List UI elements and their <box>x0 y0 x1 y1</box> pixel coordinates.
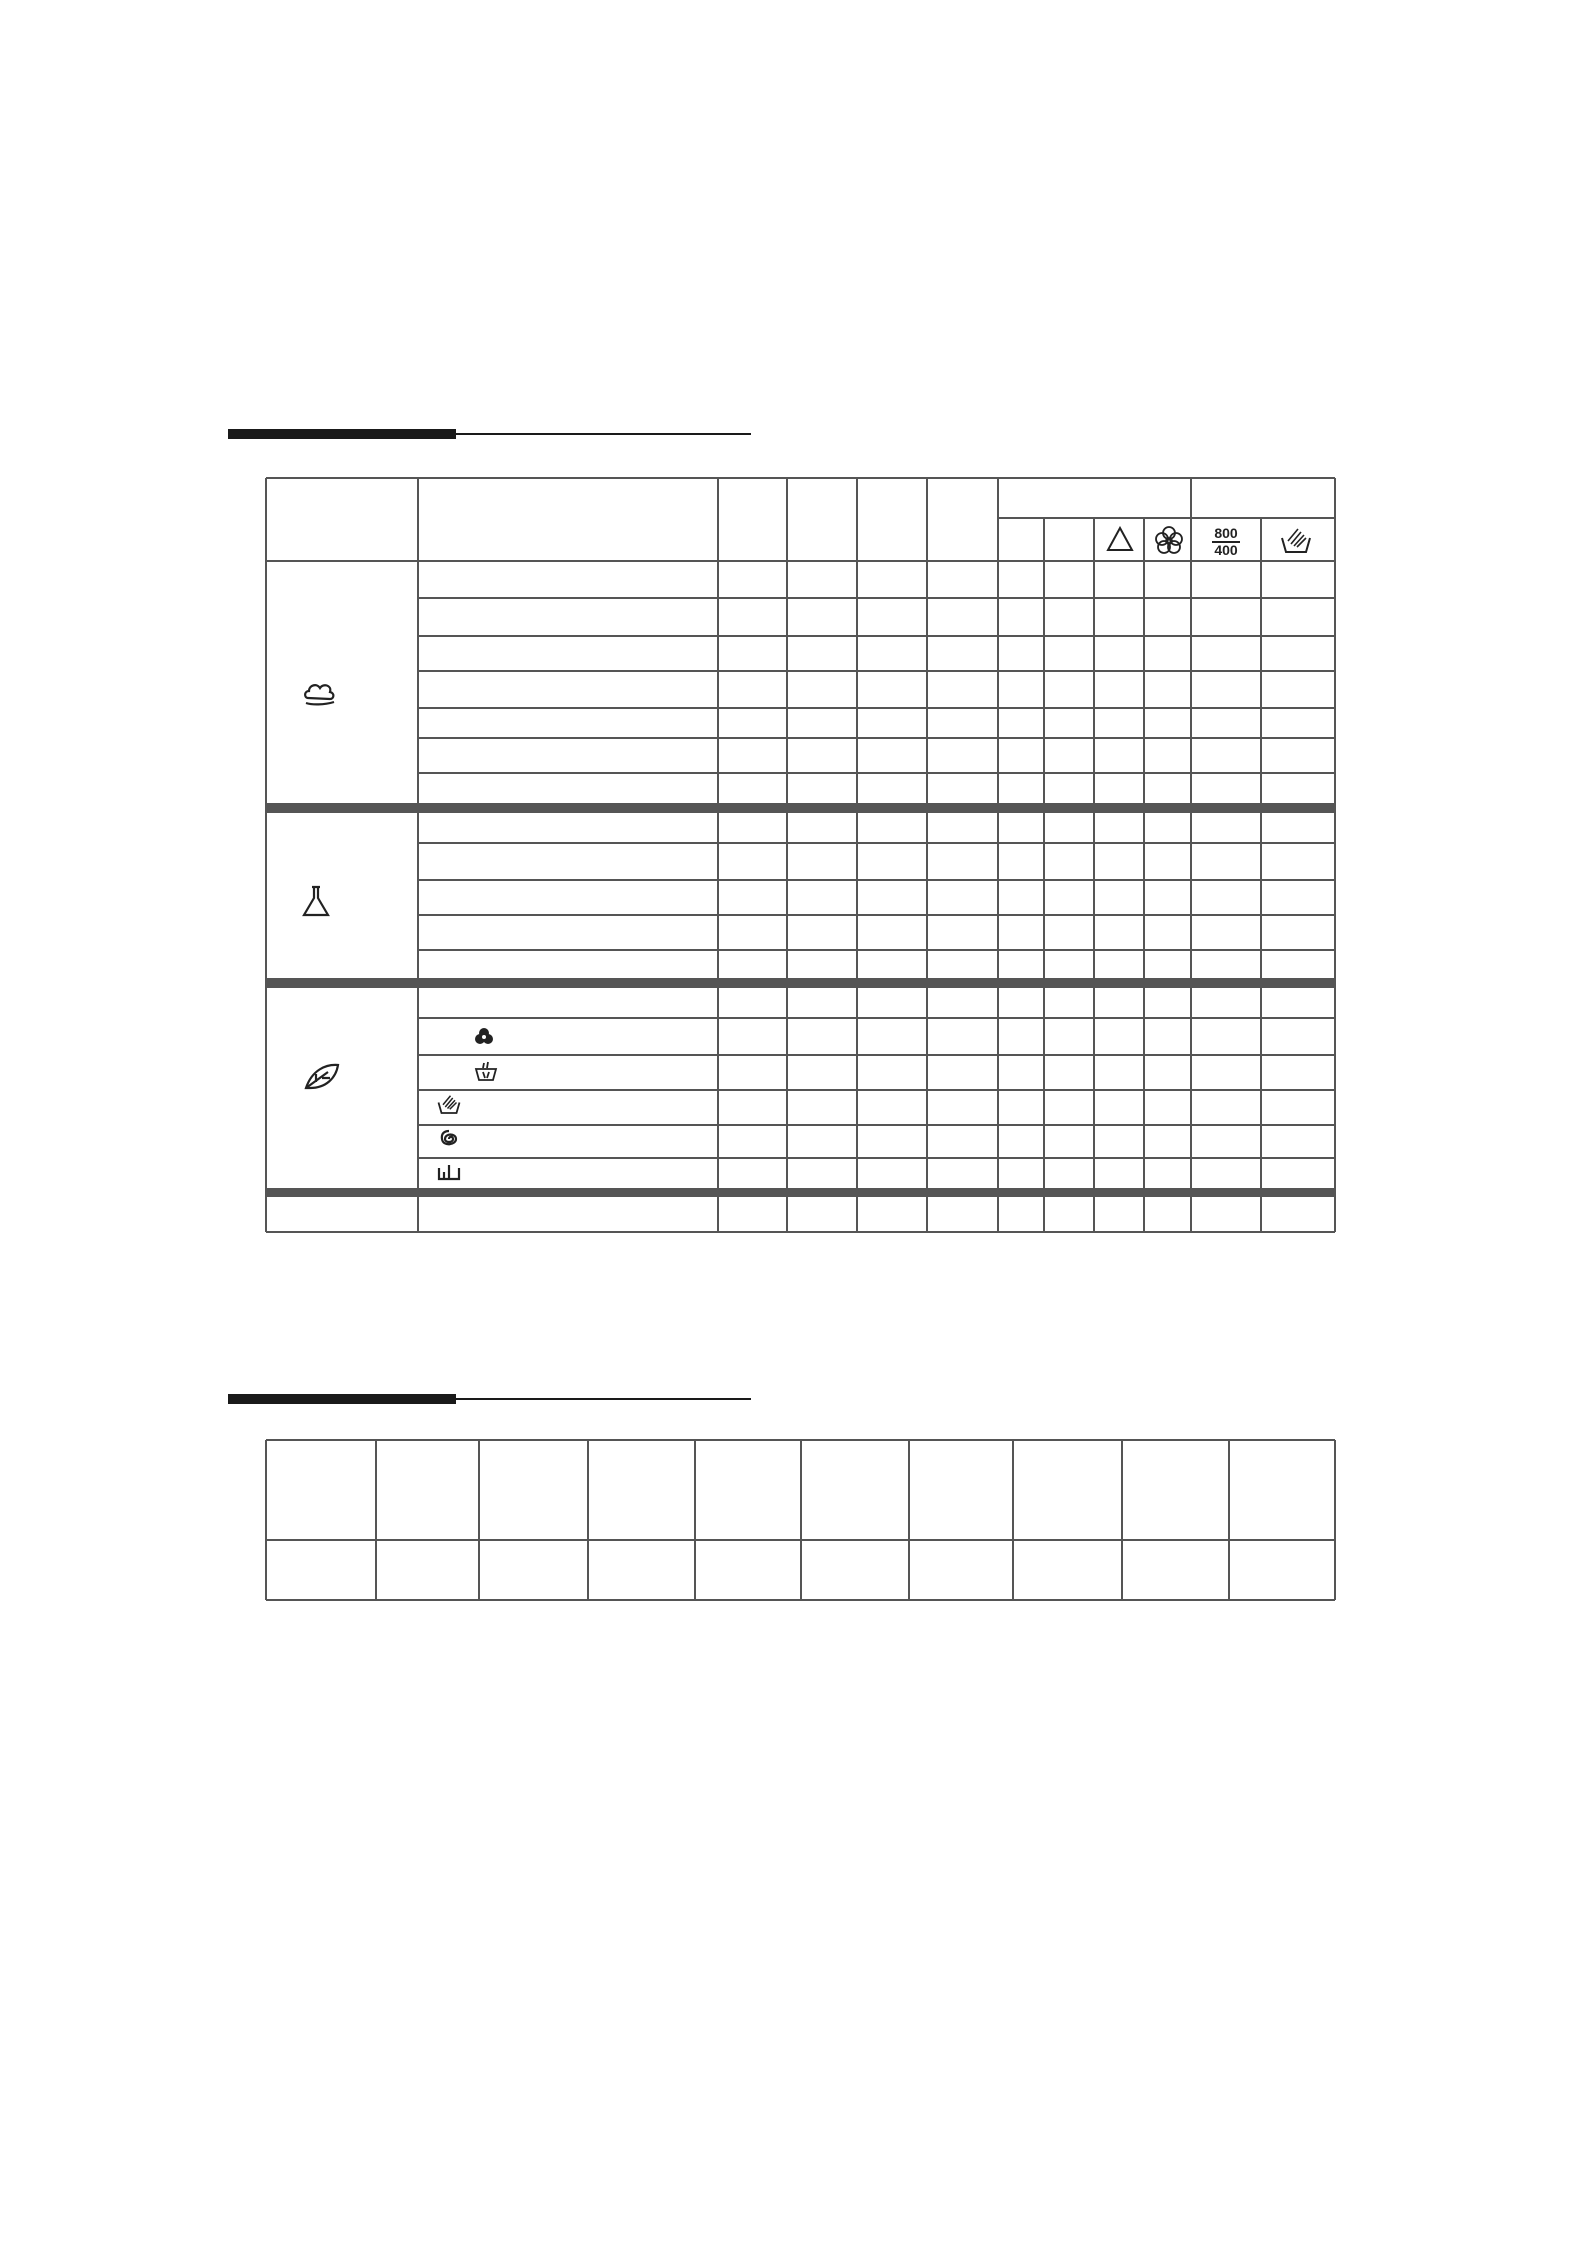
basin-spray-icon <box>436 1092 462 1116</box>
spin-speed-bottom: 400 <box>1214 542 1238 558</box>
flower-outline-icon <box>1153 524 1185 556</box>
spin-speed-top: 800 <box>1214 525 1238 541</box>
flask-icon <box>300 884 332 918</box>
tub-icon <box>436 1162 462 1182</box>
triangle-outline-icon <box>1106 526 1134 552</box>
tri-drop-icon <box>474 1026 494 1046</box>
leaf-icon <box>302 1062 342 1092</box>
basket-icon <box>474 1060 498 1082</box>
spin-speed-label <box>1206 526 1246 558</box>
spiral-icon <box>439 1128 459 1150</box>
cloud-hand-icon <box>302 678 338 710</box>
basin-spray-icon <box>1279 524 1313 556</box>
